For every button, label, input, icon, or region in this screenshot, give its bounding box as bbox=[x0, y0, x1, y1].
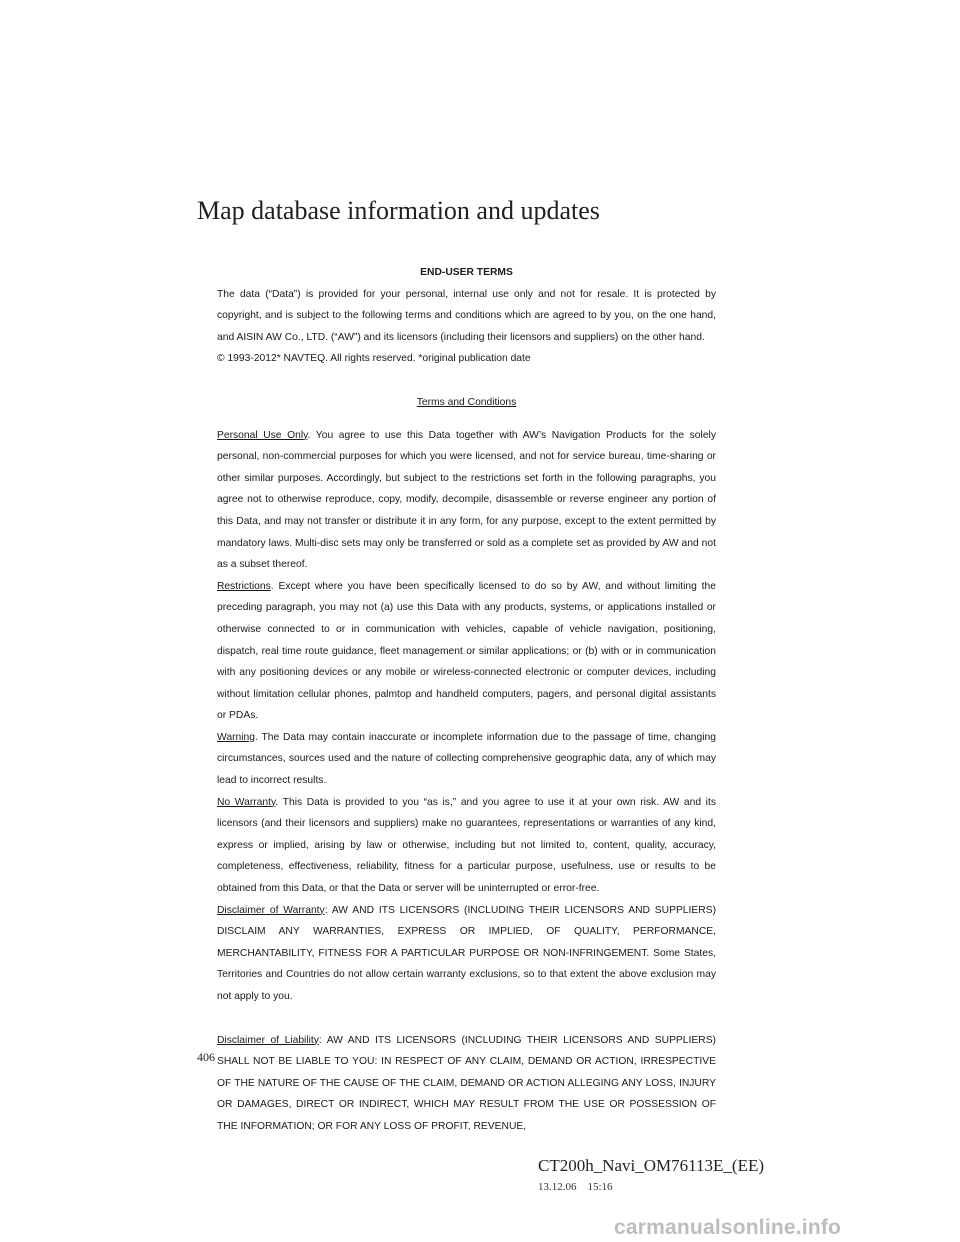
section-separator: : bbox=[318, 1034, 327, 1046]
print-timestamp: 13.12.06 15:16 bbox=[538, 1181, 613, 1193]
terms-content bbox=[217, 262, 716, 1138]
section-separator: . bbox=[254, 731, 262, 743]
section-text: This Data is provided to you “as is,” and you agree to use it at your own risk. AW and its licensors (and their licensors and suppliers) make no guarantees, representations or warranties of any kind, express or implied, arising by law or otherwise, including but not limited to, content, quality, accuracy, completeness, effectiveness, reliability, fitness for a particular purpose, usefulness, use or results to be obtained from this Data, or that the Data or server will be uninterrupted or error-free. bbox=[217, 796, 716, 895]
document-id: CT200h_Navi_OM76113E_(EE) bbox=[538, 1156, 765, 1175]
section-label: Disclaimer of Liability bbox=[217, 1034, 319, 1046]
section-text: The Data may contain inaccurate or incomplete information due to the passage of time, changing circumstances, sources used and the nature of collecting comprehensive geographic data, any of which may lead to incorrect results. bbox=[217, 731, 716, 787]
section-personal-use bbox=[217, 425, 716, 576]
watermark-logo: carmanualsonline.info bbox=[614, 1216, 842, 1239]
page-title: Map database information and updates bbox=[197, 196, 600, 225]
section-label: No Warranty bbox=[217, 796, 276, 808]
copyright-notice: © 1993-2012* NAVTEQ. All rights reserved. *original publication date bbox=[217, 353, 531, 365]
section-label: Warning bbox=[217, 731, 255, 743]
end-user-terms-heading: END-USER TERMS bbox=[420, 267, 513, 278]
section-restrictions bbox=[217, 576, 716, 727]
section-no-warranty bbox=[217, 792, 716, 900]
section-disclaimer-warranty bbox=[217, 900, 716, 1008]
section-separator: : bbox=[324, 904, 332, 916]
section-label: Restrictions bbox=[217, 580, 271, 592]
intro-paragraph: The data (“Data”) is provided for your personal, internal use only and not for resale. It is protected by copyright, and is subject to the following terms and conditions which are agreed to by you, on the one hand, and AISIN AW Co., LTD. (“AW”) and its licensors (including their licensors and suppliers) on the other hand. bbox=[217, 288, 716, 343]
section-separator: . bbox=[307, 429, 316, 441]
section-text: AW AND ITS LICENSORS (INCLUDING THEIR LICENSORS AND SUPPLIERS) SHALL NOT BE LIABLE TO YOU: IN RESPECT OF ANY CLAIM, DEMAND OR ACTION, IRRESPECTIVE OF THE NATURE OF THE CAUSE OF THE CLAIM, DEMAND OR ACTION ALLEGING ANY LOSS, INJURY OR DAMAGES, DIRECT OR INDIRECT, WHICH MAY RESULT FROM THE USE OR POSSESSION OF THE INFORMATION; OR FOR ANY LOSS OF PROFIT, REVENUE, bbox=[217, 1034, 716, 1132]
section-disclaimer-liability bbox=[217, 1030, 716, 1138]
section-label: Disclaimer of Warranty bbox=[217, 904, 325, 916]
section-separator: . bbox=[275, 796, 283, 808]
section-text: AW AND ITS LICENSORS (INCLUDING THEIR LICENSORS AND SUPPLIERS) DISCLAIM ANY WARRANTIES, EXPRESS OR IMPLIED, OF QUALITY, PERFORMANCE, MERCHANTABILITY, FITNESS FOR A PARTICULAR PURPOSE OR NON-INFRINGEMENT. Some States, Territories and Countries do not allow certain warranty exclusions, so to that extent the above exclusion may not apply to you. bbox=[217, 904, 716, 1002]
page-number: 406 bbox=[197, 1050, 215, 1064]
section-warning bbox=[217, 727, 716, 792]
section-text: You agree to use this Data together with AW’s Navigation Products for the solely personal, non-commercial purposes for which you were licensed, and not for service bureau, time-sharing or other similar purposes. Accordingly, but subject to the restrictions set forth in the following paragraphs, you agree not to otherwise reproduce, copy, modify, decompile, disassemble or reverse engineer any portion of this Data, and may not transfer or distribute it in any form, for any purpose, except to the extent permitted by mandatory laws. Multi-disc sets may only be transferred or sold as a complete set as provided by AW and not as a subset thereof. bbox=[217, 429, 716, 571]
section-separator: . bbox=[270, 580, 279, 592]
terms-and-conditions-heading: Terms and Conditions bbox=[416, 396, 517, 408]
section-text: Except where you have been specifically licensed to do so by AW, and without limiting the preceding paragraph, you may not (a) use this Data with any products, systems, or applications installed or otherwise connected to or in communication with vehicles, capable of vehicle navigation, positioning, dispatch, real time route guidance, fleet management or similar applications; or (b) with or in communication with any positioning devices or any mobile or wireless-connected electronic or computer devices, including without limitation cellular phones, palmtop and handheld computers, pagers, and personal digital assistants or PDAs. bbox=[217, 580, 716, 722]
section-label: Personal Use Only bbox=[217, 429, 308, 441]
